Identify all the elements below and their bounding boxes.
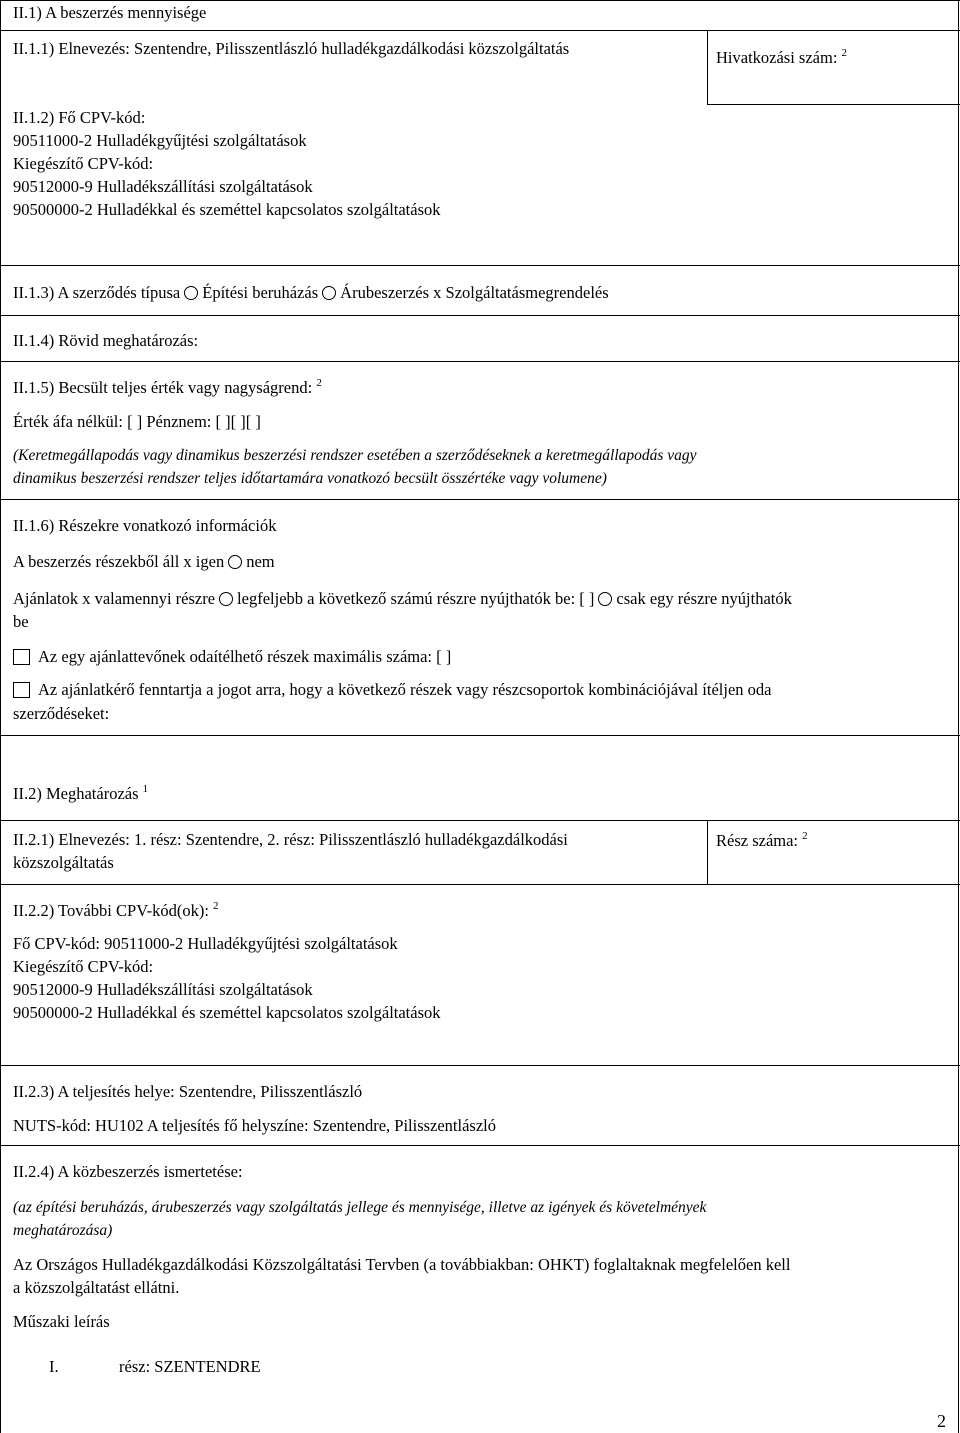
estimated-value-title: II.1.5) Becsült teljes érték vagy nagyságrend: <box>13 378 313 397</box>
estimated-value-note-1: (Keretmegállapodás vagy dinamikus beszerzési rendszer esetében a szerződéseknek a keretmegállapodás vagy <box>13 447 697 464</box>
combination-reserve-line <box>13 678 772 701</box>
table-rule-11 <box>0 1145 960 1146</box>
offers-one-lot: csak egy részre nyújthatók <box>616 589 792 608</box>
lots-label: A beszerzés részekből áll x igen <box>13 552 225 571</box>
section-II24-title: II.2.4) A közbeszerzés ismertetése: <box>13 1162 243 1181</box>
estimated-value-sup: 2 <box>316 376 322 389</box>
section-title-II1: II.1) A beszerzés mennyisége <box>13 3 207 22</box>
lot-item-text: rész: SZENTENDRE <box>119 1357 261 1376</box>
table-rule-3 <box>0 265 960 266</box>
table-rule-8 <box>0 820 960 821</box>
radio-one-lot-icon[interactable] <box>598 592 612 606</box>
procurement-description-note-2: meghatározása) <box>13 1222 113 1239</box>
cpv-supp-label: Kiegészítő CPV-kód: <box>13 154 154 173</box>
table-right-border <box>958 0 959 1433</box>
section-II16-title: II.1.6) Részekre vonatkozó információk <box>13 516 277 535</box>
table-left-border <box>0 0 1 1433</box>
estimated-value-note-2: dinamikus beszerzési rendszer teljes időtartamára vonatkozó becsült összértéke vagy volumene) <box>13 470 607 487</box>
offers-line-cont: be <box>13 612 29 631</box>
lots-line <box>13 550 275 573</box>
nuts-code-line: NUTS-kód: HU102 A teljesítés fő helyszíne: Szentendre, Pilisszentlászló <box>13 1116 497 1135</box>
ref-column-divider <box>707 30 708 105</box>
radio-works-icon[interactable] <box>184 286 198 300</box>
radio-max-lots-icon[interactable] <box>219 592 233 606</box>
offers-max-lots: legfeljebb a következő számú részre nyújthatók be: [ ] <box>237 589 595 608</box>
procurement-description-body-1: Az Országos Hulladékgazdálkodási Közszolgáltatási Tervben (a továbbiakban: OHKT) foglaltaknak megfelelően kell <box>13 1255 791 1274</box>
additional-cpv-main: Fő CPV-kód: 90511000-2 Hulladékgyűjtési szolgáltatások <box>13 934 398 953</box>
additional-cpv-title: II.2.2) További CPV-kód(ok): <box>13 901 209 920</box>
offers-line <box>13 587 792 610</box>
section-II21-name-2: közszolgáltatás <box>13 853 114 872</box>
section-II14-short-description: II.1.4) Rövid meghatározás: <box>13 331 199 350</box>
table-rule-4 <box>0 315 960 316</box>
table-rule-10 <box>0 1065 960 1066</box>
section-II23-place: II.2.3) A teljesítés helye: Szentendre, Pilisszentlászló <box>13 1082 363 1101</box>
table-rule-6 <box>0 499 960 500</box>
table-rule-5 <box>0 361 960 362</box>
radio-supplies-icon[interactable] <box>322 286 336 300</box>
technical-description-title: Műszaki leírás <box>13 1312 110 1331</box>
lot-item-number: I. <box>49 1357 59 1376</box>
additional-cpv-supp-2: 90500000-2 Hulladékkal és szeméttel kapcsolatos szolgáltatások <box>13 1003 441 1022</box>
estimated-value-line: Érték áfa nélkül: [ ] Pénznem: [ ][ ][ ] <box>13 412 261 431</box>
section-II12 <box>13 106 441 221</box>
section-II15-title <box>13 376 322 399</box>
table-rule-1 <box>0 30 960 31</box>
procurement-description-note-1: (az építési beruházás, árubeszerzés vagy szolgáltatás jellege és mennyisége, illetve az igények és követelmények <box>13 1199 707 1216</box>
procurement-description-body-2: a közszolgáltatást ellátni. <box>13 1278 180 1297</box>
section-title-II2 <box>13 782 148 805</box>
part-column-divider <box>707 820 708 884</box>
reference-number-label: Hivatkozási szám: <box>716 48 838 67</box>
reference-number <box>716 46 847 69</box>
offers-all-lots: Ajánlatok x valamennyi részre <box>13 589 216 608</box>
contract-type-supplies-services: Árubeszerzés x Szolgáltatásmegrendelés <box>340 283 609 302</box>
cpv-supp-1: 90512000-9 Hulladékszállítási szolgáltatások <box>13 177 313 196</box>
table-rule-7 <box>0 735 960 736</box>
lot-number <box>716 829 808 852</box>
description-title: II.2) Meghatározás <box>13 784 139 803</box>
table-rule-2 <box>707 104 960 105</box>
section-II22-title <box>13 899 219 922</box>
page-number: 2 <box>937 1411 946 1431</box>
section-II11-name: II.1.1) Elnevezés: Szentendre, Pilisszentlászló hulladékgazdálkodási közszolgáltatás <box>13 39 570 58</box>
cpv-supp-2: 90500000-2 Hulladékkal és szeméttel kapcsolatos szolgáltatások <box>13 200 441 219</box>
combination-reserve-label: Az ajánlatkérő fenntartja a jogot arra, hogy a következő részek vagy részcsoportok kombinációjával ítéljen oda <box>38 680 772 699</box>
additional-cpv-supp-label: Kiegészítő CPV-kód: <box>13 957 154 976</box>
reference-number-sup: 2 <box>841 46 848 59</box>
combination-reserve-cont: szerződéseket: <box>13 704 110 723</box>
checkbox-combination[interactable] <box>13 682 30 698</box>
max-lots-awarded-line <box>13 645 451 668</box>
max-lots-awarded-label: Az egy ajánlattevőnek odaítélhető részek maximális száma: [ ] <box>38 647 452 666</box>
cpv-main: 90511000-2 Hulladékgyűjtési szolgáltatások <box>13 131 307 150</box>
additional-cpv-supp-1: 90512000-9 Hulladékszállítási szolgáltatások <box>13 980 313 999</box>
contract-type-label: II.1.3) A szerződés típusa <box>13 283 181 302</box>
radio-lots-no-icon[interactable] <box>228 555 242 569</box>
description-sup: 1 <box>142 782 149 795</box>
checkbox-max-lots[interactable] <box>13 649 30 665</box>
lot-number-label: Rész száma: <box>716 831 799 850</box>
contract-type-works: Építési beruházás <box>202 283 319 302</box>
additional-cpv-sup: 2 <box>213 899 219 912</box>
section-II21-name-1: II.2.1) Elnevezés: 1. rész: Szentendre, 2. rész: Pilisszentlászló hulladékgazdálkodási <box>13 830 568 849</box>
section-II13-contract-type <box>13 281 609 304</box>
section-II22-body <box>13 932 441 1024</box>
cpv-title: II.1.2) Fő CPV-kód: <box>13 108 146 127</box>
lots-no-label: nem <box>246 552 275 571</box>
table-rule-9 <box>0 884 960 885</box>
lot-number-sup: 2 <box>802 829 808 842</box>
